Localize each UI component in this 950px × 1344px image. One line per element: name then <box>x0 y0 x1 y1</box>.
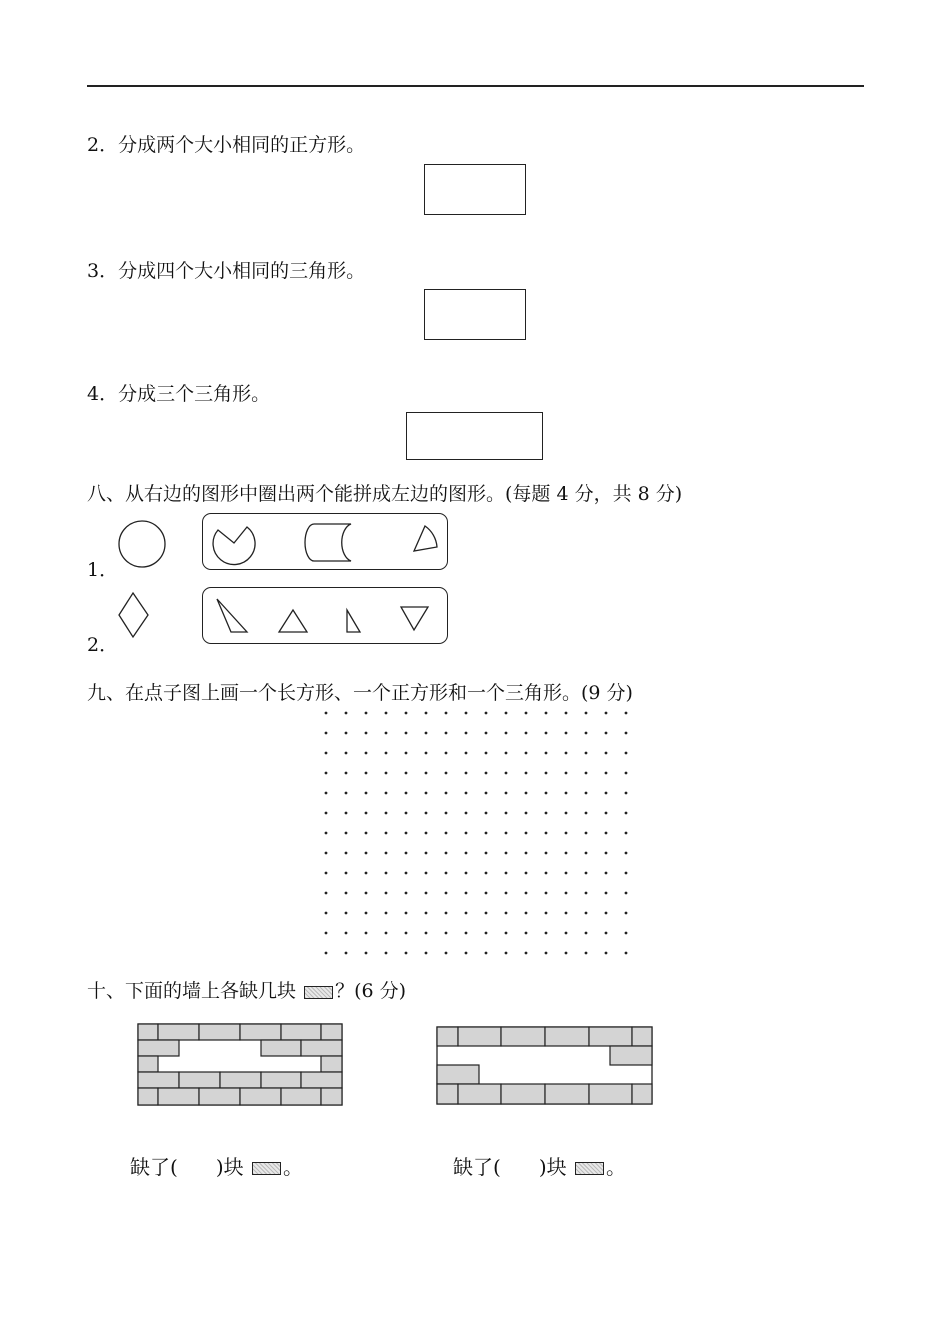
grid-dot[interactable] <box>485 832 488 835</box>
grid-dot[interactable] <box>405 772 408 775</box>
grid-dot[interactable] <box>625 932 628 935</box>
grid-dot[interactable] <box>465 732 468 735</box>
grid-dot[interactable] <box>585 952 588 955</box>
grid-dot[interactable] <box>445 872 448 875</box>
grid-dot[interactable] <box>485 792 488 795</box>
grid-dot[interactable] <box>405 852 408 855</box>
grid-dot[interactable] <box>525 952 528 955</box>
grid-dot[interactable] <box>545 772 548 775</box>
grid-dot[interactable] <box>505 892 508 895</box>
grid-dot[interactable] <box>385 852 388 855</box>
grid-dot[interactable] <box>345 732 348 735</box>
grid-dot[interactable] <box>365 852 368 855</box>
grid-dot[interactable] <box>525 712 528 715</box>
grid-dot[interactable] <box>445 732 448 735</box>
grid-dot[interactable] <box>385 812 388 815</box>
brick-wall-2 <box>436 1026 654 1106</box>
grid-dot[interactable] <box>605 712 608 715</box>
grid-dot[interactable] <box>525 892 528 895</box>
grid-dot[interactable] <box>385 792 388 795</box>
grid-dot[interactable] <box>345 712 348 715</box>
grid-dot[interactable] <box>325 872 328 875</box>
grid-dot[interactable] <box>625 792 628 795</box>
grid-dot[interactable] <box>445 932 448 935</box>
grid-dot[interactable] <box>625 892 628 895</box>
grid-dot[interactable] <box>365 892 368 895</box>
grid-dot[interactable] <box>525 792 528 795</box>
grid-dot[interactable] <box>345 752 348 755</box>
grid-dot[interactable] <box>585 712 588 715</box>
grid-dot[interactable] <box>625 712 628 715</box>
right-triangle-shape[interactable] <box>217 599 247 632</box>
grid-dot[interactable] <box>505 912 508 915</box>
grid-dot[interactable] <box>525 832 528 835</box>
grid-dot[interactable] <box>585 732 588 735</box>
grid-dot[interactable] <box>445 832 448 835</box>
answer-line-2 <box>453 1151 626 1180</box>
grid-dot[interactable] <box>565 892 568 895</box>
answer-1-end: 。 <box>282 1155 303 1179</box>
grid-dot[interactable] <box>505 812 508 815</box>
shape-options-1 <box>205 515 445 569</box>
grid-dot[interactable] <box>465 792 468 795</box>
grid-dot[interactable] <box>345 872 348 875</box>
grid-dot[interactable] <box>465 932 468 935</box>
grid-dot[interactable] <box>565 732 568 735</box>
grid-dot[interactable] <box>425 932 428 935</box>
grid-dot[interactable] <box>465 952 468 955</box>
grid-dot[interactable] <box>505 732 508 735</box>
grid-dot[interactable] <box>585 932 588 935</box>
grid-dot[interactable] <box>445 892 448 895</box>
grid-dot[interactable] <box>405 892 408 895</box>
grid-dot[interactable] <box>345 772 348 775</box>
grid-dot[interactable] <box>585 852 588 855</box>
grid-dot[interactable] <box>625 832 628 835</box>
answer-1-suffix: )块 <box>215 1155 244 1179</box>
question-2-text: 2．分成两个大小相同的正方形。 <box>87 134 366 156</box>
grid-dot[interactable] <box>445 912 448 915</box>
section-9-title: 九、在点子图上画一个长方形、一个正方形和一个三角形。(9 分) <box>87 682 633 704</box>
grid-dot[interactable] <box>365 752 368 755</box>
grid-dot[interactable] <box>465 852 468 855</box>
grid-dot[interactable] <box>465 772 468 775</box>
grid-dot[interactable] <box>405 792 408 795</box>
grid-dot[interactable] <box>565 912 568 915</box>
grid-dot[interactable] <box>505 952 508 955</box>
grid-dot[interactable] <box>365 812 368 815</box>
grid-dot[interactable] <box>505 792 508 795</box>
grid-dot[interactable] <box>345 912 348 915</box>
brick-swatch-icon <box>252 1162 281 1175</box>
grid-dot[interactable] <box>325 812 328 815</box>
brick-swatch-icon <box>575 1162 604 1175</box>
grid-dot[interactable] <box>445 852 448 855</box>
grid-dot[interactable] <box>585 872 588 875</box>
grid-dot[interactable] <box>345 812 348 815</box>
grid-dot[interactable] <box>345 952 348 955</box>
grid-dot[interactable] <box>485 732 488 735</box>
three-quarter-sector-shape[interactable] <box>213 527 255 565</box>
grid-dot[interactable] <box>505 872 508 875</box>
section-8-title: 八、从右边的图形中圈出两个能拼成左边的图形。(每题 4 分，共 8 分) <box>87 483 683 505</box>
brick-wall-1 <box>137 1023 344 1107</box>
grid-dot[interactable] <box>585 912 588 915</box>
grid-dot[interactable] <box>485 892 488 895</box>
grid-dot[interactable] <box>565 772 568 775</box>
grid-dot[interactable] <box>585 752 588 755</box>
grid-dot[interactable] <box>385 772 388 775</box>
concave-shape[interactable] <box>305 524 351 561</box>
grid-dot[interactable] <box>505 712 508 715</box>
grid-dot[interactable] <box>505 772 508 775</box>
grid-dot[interactable] <box>445 712 448 715</box>
grid-dot[interactable] <box>525 912 528 915</box>
grid-dot[interactable] <box>365 872 368 875</box>
grid-dot[interactable] <box>425 952 428 955</box>
grid-dot[interactable] <box>605 872 608 875</box>
grid-dot[interactable] <box>345 832 348 835</box>
grid-dot[interactable] <box>465 712 468 715</box>
section-8-item-2-label: 2． <box>87 634 119 656</box>
grid-dot[interactable] <box>625 812 628 815</box>
grid-dot[interactable] <box>425 872 428 875</box>
grid-dot[interactable] <box>525 872 528 875</box>
grid-dot[interactable] <box>605 792 608 795</box>
grid-dot[interactable] <box>545 832 548 835</box>
grid-dot[interactable] <box>485 772 488 775</box>
grid-dot[interactable] <box>565 792 568 795</box>
section-10-title-end: ？(6 分) <box>335 980 407 1002</box>
grid-dot[interactable] <box>565 812 568 815</box>
grid-dot[interactable] <box>505 752 508 755</box>
grid-dot[interactable] <box>425 752 428 755</box>
grid-dot[interactable] <box>465 832 468 835</box>
grid-dot[interactable] <box>385 892 388 895</box>
grid-dot[interactable] <box>625 952 628 955</box>
grid-dot[interactable] <box>605 832 608 835</box>
grid-dot[interactable] <box>545 932 548 935</box>
grid-dot[interactable] <box>545 712 548 715</box>
grid-dot[interactable] <box>365 792 368 795</box>
grid-dot[interactable] <box>605 812 608 815</box>
rectangle-q4[interactable] <box>406 412 543 460</box>
grid-dot[interactable] <box>325 772 328 775</box>
grid-dot[interactable] <box>365 712 368 715</box>
rectangle-q3[interactable] <box>424 289 526 340</box>
grid-dot[interactable] <box>365 952 368 955</box>
grid-dot[interactable] <box>445 812 448 815</box>
grid-dot[interactable] <box>405 912 408 915</box>
grid-dot[interactable] <box>405 932 408 935</box>
grid-dot[interactable] <box>485 712 488 715</box>
grid-dot[interactable] <box>345 892 348 895</box>
grid-dot[interactable] <box>325 892 328 895</box>
grid-dot[interactable] <box>385 912 388 915</box>
grid-dot[interactable] <box>525 732 528 735</box>
grid-dot[interactable] <box>605 932 608 935</box>
grid-dot[interactable] <box>385 832 388 835</box>
grid-dot[interactable] <box>605 752 608 755</box>
grid-dot[interactable] <box>385 732 388 735</box>
grid-dot[interactable] <box>485 952 488 955</box>
answer-1-prefix: 缺了( <box>130 1155 178 1179</box>
grid-dot[interactable] <box>485 932 488 935</box>
grid-dot[interactable] <box>385 752 388 755</box>
grid-dot[interactable] <box>485 872 488 875</box>
grid-dot[interactable] <box>465 872 468 875</box>
upward-triangle-shape[interactable] <box>279 610 307 632</box>
grid-dot[interactable] <box>605 852 608 855</box>
grid-dot[interactable] <box>505 852 508 855</box>
grid-dot[interactable] <box>425 732 428 735</box>
grid-dot[interactable] <box>545 792 548 795</box>
grid-dot[interactable] <box>325 852 328 855</box>
grid-dot[interactable] <box>425 832 428 835</box>
grid-dot[interactable] <box>625 852 628 855</box>
grid-dot[interactable] <box>585 812 588 815</box>
grid-dot[interactable] <box>365 832 368 835</box>
grid-dot[interactable] <box>605 892 608 895</box>
question-3-text: 3．分成四个大小相同的三角形。 <box>87 260 366 282</box>
grid-dot[interactable] <box>385 872 388 875</box>
grid-dot[interactable] <box>345 932 348 935</box>
grid-dot[interactable] <box>585 772 588 775</box>
top-rule <box>87 85 864 87</box>
grid-dot[interactable] <box>425 852 428 855</box>
grid-dot[interactable] <box>325 952 328 955</box>
grid-dot[interactable] <box>545 732 548 735</box>
grid-dot[interactable] <box>425 892 428 895</box>
grid-dot[interactable] <box>565 952 568 955</box>
grid-dot[interactable] <box>605 912 608 915</box>
grid-dot[interactable] <box>525 752 528 755</box>
grid-dot[interactable] <box>565 712 568 715</box>
grid-dot[interactable] <box>625 912 628 915</box>
grid-dot[interactable] <box>565 752 568 755</box>
grid-dot[interactable] <box>365 772 368 775</box>
grid-dot[interactable] <box>405 752 408 755</box>
grid-dot[interactable] <box>425 772 428 775</box>
grid-dot[interactable] <box>625 872 628 875</box>
brick-swatch-icon <box>304 986 333 999</box>
grid-dot[interactable] <box>325 832 328 835</box>
grid-dot[interactable] <box>465 892 468 895</box>
grid-dot[interactable] <box>405 712 408 715</box>
grid-dot[interactable] <box>465 812 468 815</box>
grid-dot[interactable] <box>545 952 548 955</box>
grid-dot[interactable] <box>585 892 588 895</box>
grid-dot[interactable] <box>545 892 548 895</box>
grid-dot[interactable] <box>325 752 328 755</box>
grid-dot[interactable] <box>605 772 608 775</box>
grid-dot[interactable] <box>365 932 368 935</box>
grid-dot[interactable] <box>445 792 448 795</box>
grid-dot[interactable] <box>465 752 468 755</box>
grid-dot[interactable] <box>365 732 368 735</box>
section-8-item-1-label: 1． <box>87 559 119 581</box>
grid-dot[interactable] <box>445 772 448 775</box>
grid-dot[interactable] <box>325 912 328 915</box>
quarter-sector-shape[interactable] <box>414 526 437 551</box>
grid-dot[interactable] <box>405 872 408 875</box>
grid-dot[interactable] <box>345 852 348 855</box>
grid-dot[interactable] <box>525 932 528 935</box>
grid-dot[interactable] <box>385 932 388 935</box>
grid-dot[interactable] <box>505 832 508 835</box>
grid-dot[interactable] <box>405 732 408 735</box>
grid-dot[interactable] <box>605 952 608 955</box>
section-10-title-start: 十、下面的墙上各缺几块 <box>87 980 297 1002</box>
grid-dot[interactable] <box>545 872 548 875</box>
grid-dot[interactable] <box>625 752 628 755</box>
grid-dot[interactable] <box>545 852 548 855</box>
answer-2-prefix: 缺了( <box>453 1155 501 1179</box>
small-right-triangle-shape[interactable] <box>347 610 360 632</box>
section-10-title <box>87 976 406 1003</box>
grid-dot[interactable] <box>385 712 388 715</box>
grid-dot[interactable] <box>565 872 568 875</box>
rectangle-q2[interactable] <box>424 164 526 215</box>
grid-dot[interactable] <box>545 752 548 755</box>
grid-dot[interactable] <box>345 792 348 795</box>
answer-2-end: 。 <box>605 1155 626 1179</box>
grid-dot[interactable] <box>485 912 488 915</box>
circle-target-shape <box>118 518 168 570</box>
grid-dot[interactable] <box>385 952 388 955</box>
grid-dot[interactable] <box>625 772 628 775</box>
answer-2-suffix: )块 <box>538 1155 567 1179</box>
grid-dot[interactable] <box>405 812 408 815</box>
rhombus-target-shape <box>116 591 152 641</box>
grid-dot[interactable] <box>485 852 488 855</box>
grid-dot[interactable] <box>625 732 628 735</box>
grid-dot[interactable] <box>545 912 548 915</box>
grid-dot[interactable] <box>565 832 568 835</box>
grid-dot[interactable] <box>565 932 568 935</box>
grid-dot[interactable] <box>365 912 368 915</box>
grid-dot[interactable] <box>605 732 608 735</box>
grid-dot[interactable] <box>525 812 528 815</box>
grid-dot[interactable] <box>525 772 528 775</box>
grid-dot[interactable] <box>485 812 488 815</box>
grid-dot[interactable] <box>485 752 488 755</box>
downward-triangle-shape[interactable] <box>401 607 428 630</box>
grid-dot[interactable] <box>445 952 448 955</box>
grid-dot[interactable] <box>425 812 428 815</box>
question-4-text: 4．分成三个三角形。 <box>87 383 271 405</box>
grid-dot[interactable] <box>585 792 588 795</box>
grid-dot[interactable] <box>325 932 328 935</box>
grid-dot[interactable] <box>545 812 548 815</box>
grid-dot[interactable] <box>425 792 428 795</box>
shape-options-2 <box>205 589 445 643</box>
grid-dot[interactable] <box>445 752 448 755</box>
grid-dot[interactable] <box>325 712 328 715</box>
grid-dot[interactable] <box>325 792 328 795</box>
grid-dot[interactable] <box>405 952 408 955</box>
grid-dot[interactable] <box>325 732 328 735</box>
grid-dot[interactable] <box>425 912 428 915</box>
grid-dot[interactable] <box>565 852 568 855</box>
grid-dot[interactable] <box>425 712 428 715</box>
grid-dot[interactable] <box>525 852 528 855</box>
answer-line-1 <box>130 1151 303 1180</box>
grid-dot[interactable] <box>465 912 468 915</box>
grid-dot[interactable] <box>505 932 508 935</box>
grid-dot[interactable] <box>405 832 408 835</box>
grid-dot[interactable] <box>585 832 588 835</box>
dot-grid[interactable] <box>318 706 636 962</box>
